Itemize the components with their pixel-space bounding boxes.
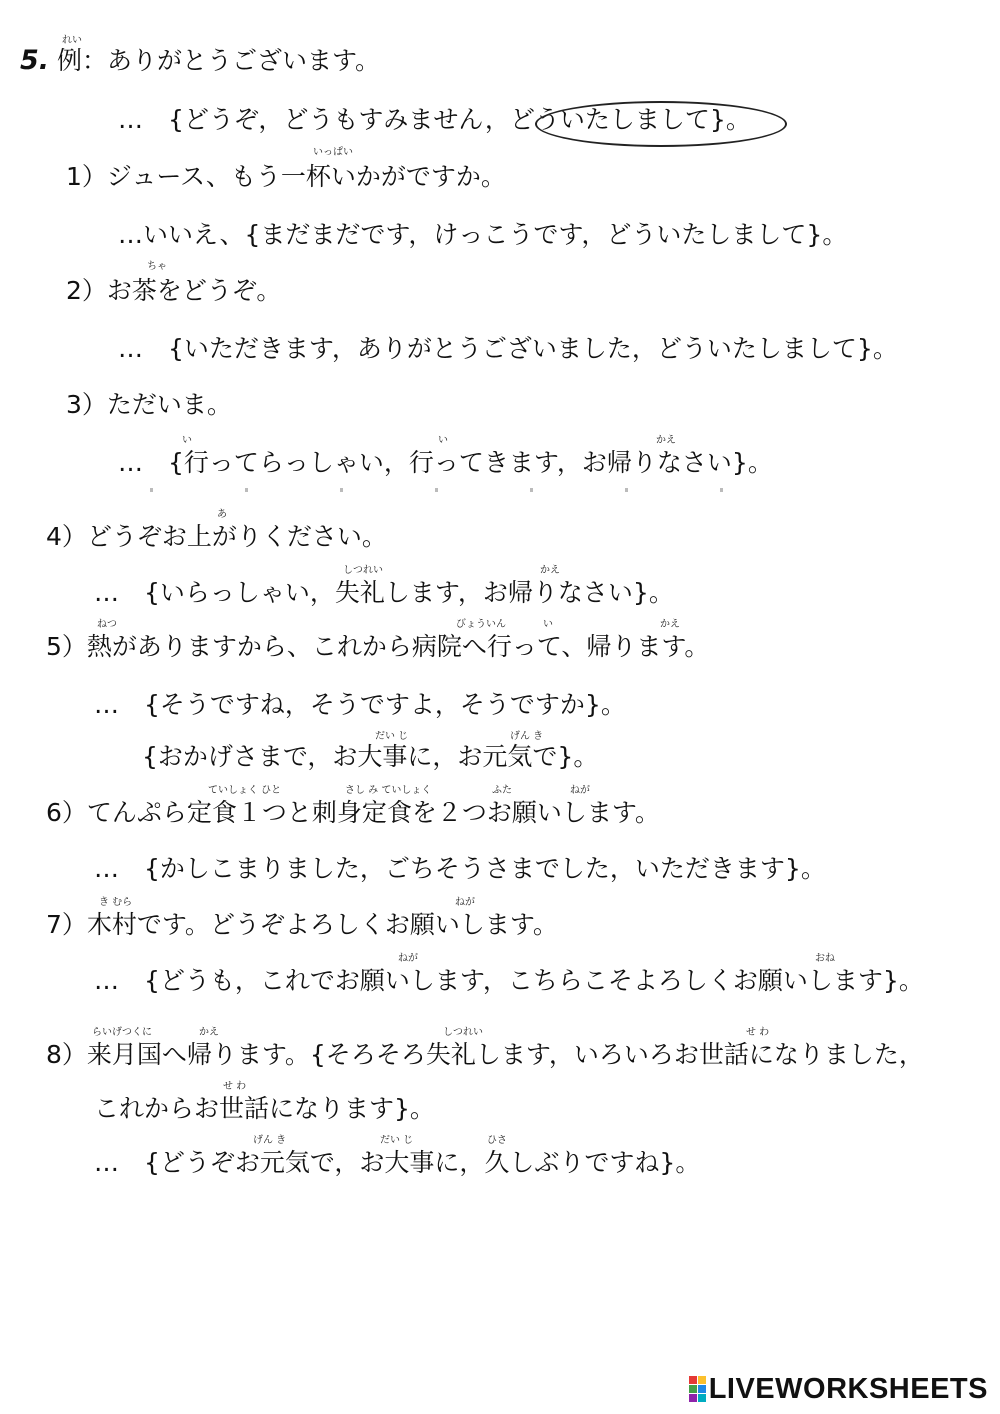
- item-3-answer-furigana-3: かえ: [656, 435, 676, 446]
- item-6-furigana-3: ふた: [492, 785, 512, 796]
- item-2-prompt: 2）お茶をどうぞ。: [66, 276, 282, 305]
- example-furigana: れい: [62, 35, 82, 46]
- item-7-answer-furigana-1: ねが: [398, 953, 418, 964]
- item-1-answer: …いいえ、{まだまだです，けっこうです，どういたしまして}。: [118, 220, 848, 249]
- liveworksheets-logo: [689, 1372, 988, 1406]
- item-8-furigana-1: らいげつくに: [92, 1027, 152, 1038]
- item-1-prompt: 1）ジュース、もう一杯いかがですか。: [66, 162, 506, 191]
- item-4-answer-furigana-2: かえ: [540, 565, 560, 576]
- item-5-furigana-4: かえ: [660, 619, 680, 630]
- item-7-prompt: 7）木村です。どうぞよろしくお願いします。: [46, 910, 558, 939]
- question-header: [20, 46, 380, 76]
- item-8-furigana-4: せ わ: [746, 1027, 770, 1038]
- item-8-answer-furigana-2: だい じ: [380, 1135, 414, 1146]
- example-answer: … {どうぞ，どうもすみません，どういたしまして}。: [118, 105, 751, 134]
- item-3-answer: … {行ってらっしゃい，行ってきます，お帰りなさい}。: [118, 448, 773, 477]
- item-7-answer: … {どうも，これでお願いします，こちらこそよろしくお願いします}。: [94, 966, 924, 995]
- item-8-answer: … {どうぞお元気で，お大事に，久しぶりですね}。: [94, 1148, 701, 1177]
- item-2-answer: … {いただきます，ありがとうございました，どういたしまして}。: [118, 334, 898, 363]
- item-5-answer-2: {おかげさまで，お大事に，お元気で}。: [142, 742, 599, 771]
- item-5-answer-furigana-1: だい じ: [375, 731, 409, 742]
- item-8-cont-furigana: せ わ: [223, 1081, 247, 1092]
- item-6-furigana-4: ねが: [570, 785, 590, 796]
- item-7-answer-furigana-2: おね: [815, 953, 835, 964]
- item-4-prompt: 4）どうぞお上がりください。: [46, 522, 387, 551]
- scan-artifact: [150, 488, 790, 492]
- item-4-answer-furigana-1: しつれい: [343, 565, 383, 576]
- item-8-answer-furigana-1: げん き: [253, 1135, 287, 1146]
- item-5-answer-furigana-2: げん き: [510, 731, 544, 742]
- item-8-prompt: 8）来月国へ帰ります。{そろそろ失礼します，いろいろお世話になりました，: [46, 1040, 924, 1069]
- item-8-furigana-3: しつれい: [443, 1027, 483, 1038]
- item-5-furigana-1: ねつ: [97, 619, 117, 630]
- item-6-furigana-2: さし み ていしょく: [345, 785, 432, 796]
- item-3-answer-furigana-1: い: [182, 435, 192, 446]
- example-prompt: 例：ありがとうございます。: [57, 46, 381, 75]
- item-4-answer: … {いらっしゃい，失礼します，お帰りなさい}。: [94, 578, 674, 607]
- item-8-answer-furigana-3: ひさ: [487, 1135, 507, 1146]
- item-5-answer-1: … {そうですね，そうですよ，そうですか}。: [94, 690, 626, 719]
- item-5-prompt: 5）熱がありますから、これから病院へ行って、帰ります。: [46, 632, 710, 661]
- logo-text: LIVEWORKSHEETS: [708, 1372, 988, 1405]
- item-5-furigana-3: い: [543, 619, 553, 630]
- item-8-prompt-cont: これからお世話になります}。: [94, 1094, 435, 1123]
- item-7-furigana-2: ねが: [455, 897, 475, 908]
- item-3-answer-furigana-2: い: [438, 435, 448, 446]
- item-6-answer: … {かしこまりました，ごちそうさまでした，いただきます}。: [94, 854, 826, 883]
- item-7-furigana-1: き むら: [99, 897, 133, 908]
- item-6-furigana-1: ていしょく ひと: [208, 785, 282, 796]
- item-2-furigana: ちゃ: [147, 261, 167, 272]
- question-number: 5.: [20, 45, 50, 76]
- item-5-furigana-2: びょういん: [456, 619, 506, 630]
- item-3-prompt: 3）ただいま。: [66, 390, 232, 419]
- item-1-furigana: いっぱい: [313, 147, 353, 158]
- item-4-furigana: あ: [217, 509, 227, 520]
- answer-circle: [535, 101, 787, 147]
- item-6-prompt: 6）てんぷら定食１つと刺身定食を２つお願いします。: [46, 798, 660, 827]
- item-8-furigana-2: かえ: [199, 1027, 219, 1038]
- logo-mark-icon: [689, 1376, 705, 1402]
